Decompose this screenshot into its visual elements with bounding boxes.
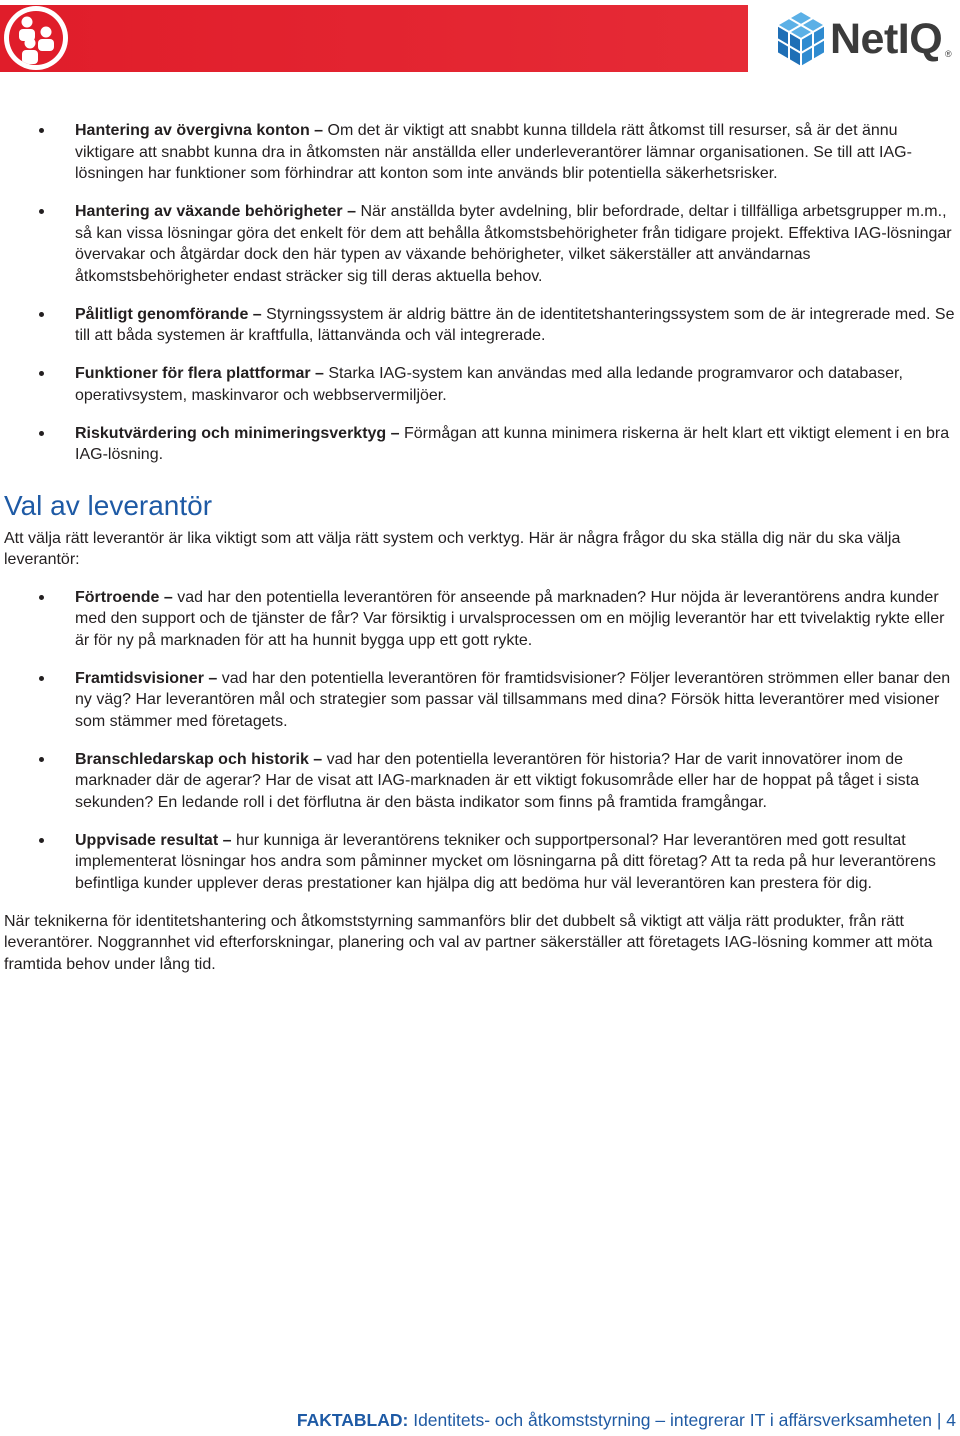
list-item <box>75 668 955 733</box>
conclusion-paragraph: När teknikerna för identitetshantering och åtkomststyrning sammanförs blir det dubbelt så viktigt att välja rätt produkter, från rätt leverantörer. Noggrannhet vid efterforskningar, planering och val av partner säkerställer att företagets IAG-lösning kommer att möta framtida behov under lång tid. <box>4 912 933 973</box>
bullet-body: vad har den potentiella leverantören för framtidsvisioner? Följer leverantören strömmen eller banar den ny väg? Har leverantören mål och strategier som passar väl tillsammans med dina? Försök hitta leverantörer med visioner som stämmer med företagets. <box>75 669 951 730</box>
list-item <box>75 304 955 347</box>
header-banner <box>0 5 748 72</box>
bullet-lead: Framtidsvisioner – <box>75 669 218 687</box>
bullet-body: När anställda byter avdelning, blir befordrade, deltar i tillfälliga arbetsgrupper m.m., så kan vissa lösningar göra det enkelt för dem att behålla åtkomstsbehörigheter från tidigare projekt. Effektiva IAG-lösningar övervakar och åtgärdar dock den här typen av växande behörigheter, vilket säkerställer att användarnas åtkomstsbehörigheter endast sträcker sig till deras aktuella behov. <box>75 203 952 285</box>
list-item <box>75 363 955 406</box>
list-item <box>75 830 955 895</box>
bullet-lead: Hantering av övergivna konton – <box>75 122 324 139</box>
bullet-lead: Pålitligt genomförande – <box>75 305 262 323</box>
list-item <box>75 749 955 814</box>
bullet-lead: Riskutvärdering och minimeringsverktyg – <box>75 424 400 442</box>
governance-bullet-list <box>0 120 960 466</box>
footer-label: FAKTABLAD: <box>296 1410 409 1430</box>
bullet-lead: Funktioner för flera plattformar – <box>75 365 324 382</box>
bullet-body: Styrningssystem är aldrig bättre än de identitetshanteringssystem som de är integrerade med. Se till att båda systemen är kraftfulla, lättanvända och väl integrerade. <box>75 305 955 344</box>
page-footer <box>297 1408 956 1432</box>
logo-wordmark: NetIQ <box>830 15 943 63</box>
page-number: 4 <box>946 1410 956 1430</box>
section-heading: Val av leverantör <box>4 489 213 521</box>
main-content <box>0 120 960 975</box>
bullet-marker <box>39 838 44 843</box>
intro-paragraph: Att välja rätt leverantör är lika viktigt som att välja rätt system och verktyg. Här är några frågor du ska ställa dig när du ska välja leverantör: <box>4 529 901 568</box>
bullet-lead: Hantering av växande behörigheter – <box>75 203 356 220</box>
list-item <box>75 201 955 287</box>
bullet-marker <box>39 128 44 133</box>
footer-separator: | <box>936 1410 942 1430</box>
netiq-cube-icon <box>776 9 826 69</box>
bullet-marker <box>39 209 44 214</box>
bullet-marker <box>39 757 44 762</box>
list-item <box>75 587 955 652</box>
bullet-lead: Uppvisade resultat – <box>75 831 232 849</box>
bullet-body: Om det är viktigt att snabbt kunna tilldela rätt åtkomst till resurser, så är det ännu viktigare att snabbt kunna dra in åtkomsten när anställda eller underleverantörer lämnar organisationen. Se till att IAG-lösningen har funktioner som förhindrar att konton som inte används blir potentiella säkerhetsrisker. <box>75 122 912 182</box>
bullet-lead: Förtroende – <box>75 588 173 606</box>
footer-title: Identitets- och åtkomststyrning – integrerar IT i affärsverksamheten <box>413 1410 932 1430</box>
bullet-lead: Branschledarskap och historik – <box>75 750 323 768</box>
bullet-body: hur kunniga är leverantörens tekniker och supportpersonal? Har leverantören med gott resultat implementerat lösningar hos andra som påminner mycket om lösningarna på ditt företag? Att ta reda på hur leverantörens befintliga kunder upplever deras prestationer kan hjälpa dig att bedöma hur väl leverantören kan prestera för dig. <box>75 831 936 892</box>
bullet-body: Starka IAG-system kan användas med alla ledande programvaror och databaser, operativsystem, maskinvaror och webbservermiljöer. <box>75 365 903 404</box>
bullet-marker <box>39 431 44 436</box>
bullet-body: vad har den potentiella leverantören för historia? Har de varit innovatörer inom de marknader där de agerar? Har de visat att IAG-marknaden är ett viktigt fokusområde eller har de hoppat på tåget i sista sekunden? En ledande roll i det förflutna är den bästa indikator som finns på framtida framgångar. <box>75 750 919 811</box>
people-group-icon <box>3 5 69 71</box>
netiq-logo <box>776 9 958 69</box>
bullet-marker <box>39 676 44 681</box>
vendor-bullet-list <box>0 587 960 895</box>
bullet-marker <box>39 371 44 376</box>
list-item <box>75 120 955 185</box>
list-item <box>75 423 955 466</box>
bullet-body: vad har den potentiella leverantören för anseende på marknaden? Hur nöjda är leverantörens andra kunder med den support och de tjänster de får? Var försiktig i urvalsprocessen om en möjlig leverantör har ett tvivelaktig rykte eller är för ny på marknaden för att ha hunnit bygga upp ett gott rykte. <box>75 588 945 649</box>
bullet-marker <box>39 312 44 317</box>
bullet-body: Förmågan att kunna minimera riskerna är helt klart ett viktigt element i en bra IAG-lösning. <box>75 424 950 463</box>
registered-mark: ® <box>945 49 952 59</box>
bullet-marker <box>39 595 44 600</box>
